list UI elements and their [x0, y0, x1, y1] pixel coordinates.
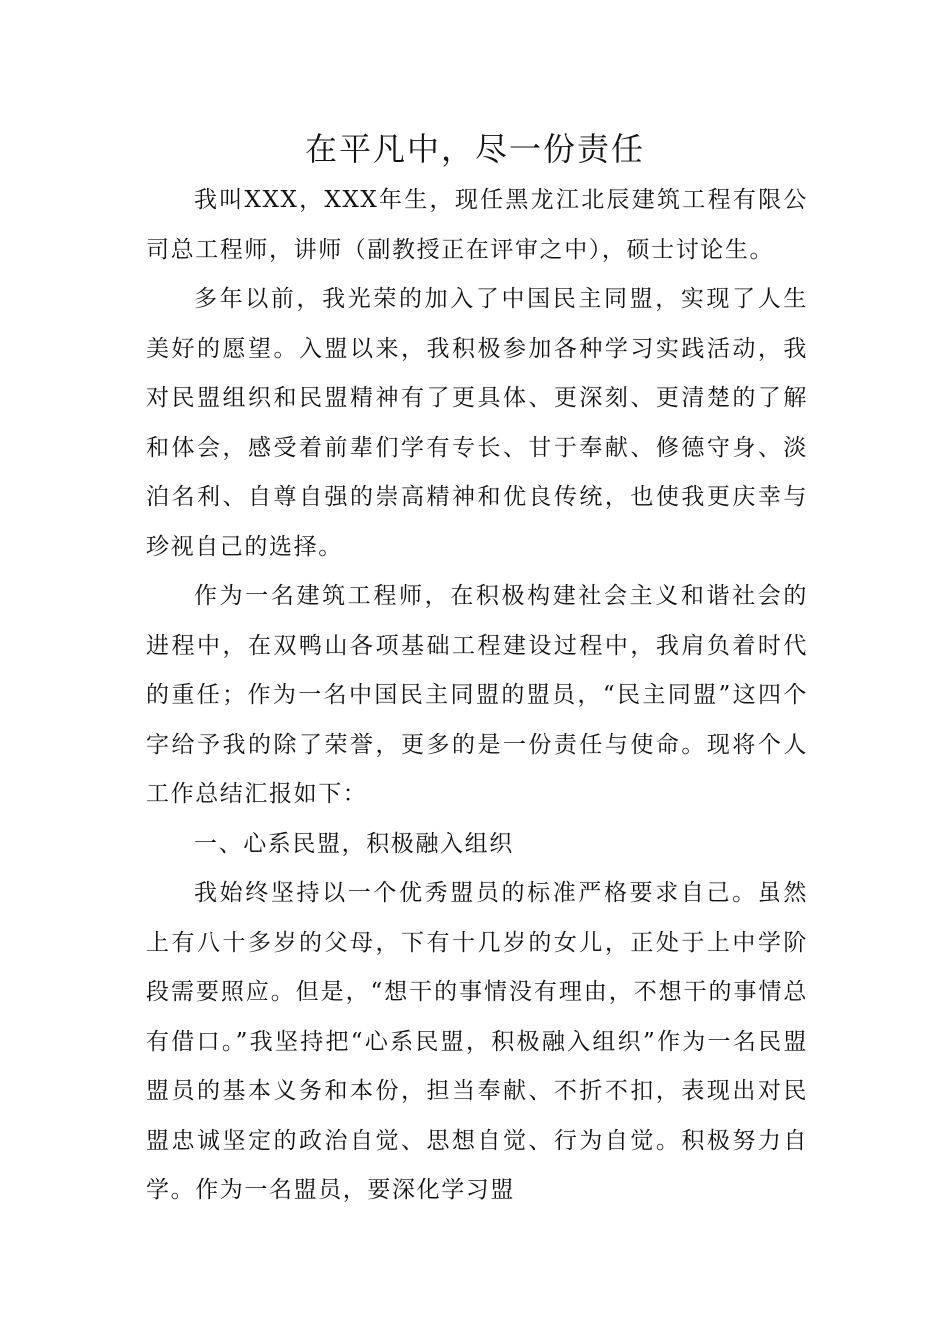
document-title: 在平凡中，尽一份责任 [304, 130, 645, 168]
paragraph-intro: 我叫XXX，XXX年生，现任黑龙江北辰建筑工程有限公司总工程师，讲师（副教授正在评审之中），硕士讨论生。 [146, 187, 808, 263]
paragraph-responsibility: 作为一名建筑工程师，在积极构建社会主义和谐社会的进程中，在双鸭山各项基础工程建设过程中，我肩负着时代的重任；作为一名中国民主同盟的盟员，“民主同盟”这四个字给予我的除了荣誉，更多的是一份责任与使命。现将个人工作总结汇报如下： [146, 583, 808, 807]
paragraph-section-one: 我始终坚持以一个优秀盟员的标准严格要求自己。虽然上有八十多岁的父母，下有十几岁的女儿，正处于上中学阶段需要照应。但是，“想干的事情没有理由，不想干的事情总有借口。”我坚持把“心系民盟，积极融入组织”作为一名民盟盟员的基本义务和本份，担当奉献、不折不扣，表现出对民盟忠诚坚定的政治自觉、思想自觉、行为自觉。积极努力自学。作为一名盟员，要深化学习盟 [146, 880, 808, 1203]
paragraph-joining: 多年以前，我光荣的加入了中国民主同盟，实现了人生美好的愿望。入盟以来，我积极参加各种学习实践活动，我对民盟组织和民盟精神有了更具体、更深刻、更清楚的了解和体会，感受着前辈们学有专长、甘于奉献、修德守身、淡泊名利、自尊自强的崇高精神和优良传统，也使我更庆幸与珍视自己的选择。 [146, 286, 808, 560]
section-heading: 一、心系民盟，积极融入组织 [194, 830, 514, 857]
document-body [146, 176, 808, 1216]
